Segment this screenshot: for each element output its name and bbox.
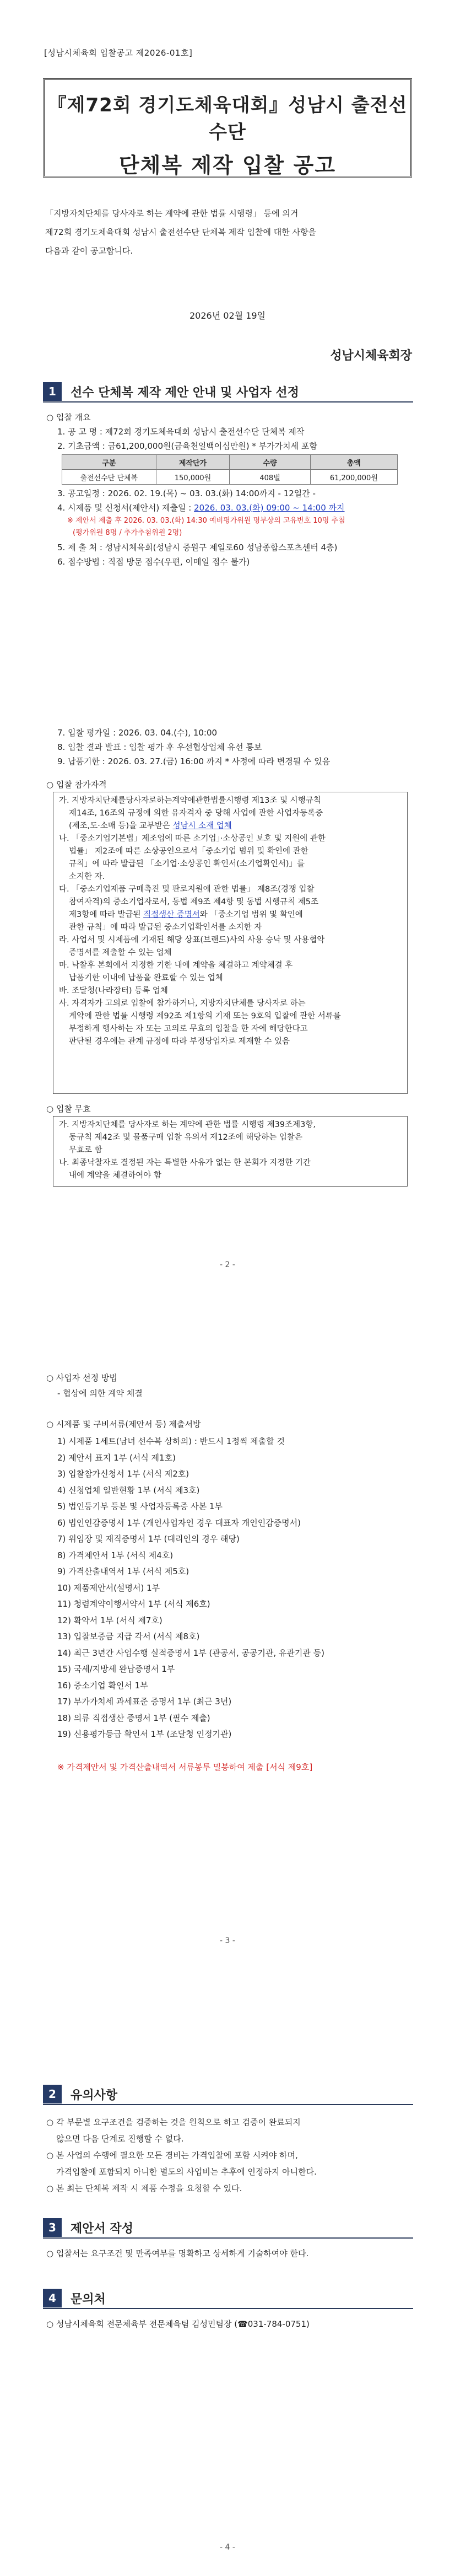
section-4-header [43, 2288, 413, 2309]
intro-line: 제72회 경기도체육대회 성남시 출전선수단 단체복 제작 입찰에 대한 사항을 [45, 227, 316, 237]
qual-line: 판단될 경우에는 관계 규정에 따라 부정당업자로 제재할 수 있음 [69, 1037, 290, 1046]
list-item: 11) 청렴계약이행서약서 1부 (서식 제6호) [57, 1599, 210, 1609]
page-number: - 2 - [220, 1260, 235, 1269]
qual-line: 사. 자격자가 고의로 입찰에 참가하거나, 지방자치단체를 당사자로 하는 [59, 999, 306, 1008]
section-number: 3 [43, 2218, 62, 2237]
invalid-box [53, 1116, 408, 1187]
table-header: 구분 [62, 455, 156, 470]
list-item: 8) 가격제안서 1부 (서식 제4호) [57, 1550, 174, 1560]
table-cell: 출전선수단 단체복 [62, 470, 156, 485]
title-line-1: 『제72회 경기도체육대회』성남시 출전선수단 [47, 94, 408, 143]
table-header: 총액 [310, 455, 397, 470]
submit-place: 5. 제 출 처 : 성남시체육회(성남시 중원구 제일로60 성남종합스포츠센터 4층) [57, 543, 338, 552]
notes-list [46, 2114, 317, 2197]
proposal-instruction: ○ 입찰서는 요구조건 및 만족여부를 명확하고 상세하게 기술하여야 한다. [46, 2248, 309, 2258]
qual-line-text: 제3항에 따라 발급된 [69, 910, 144, 919]
invalid-line: 무효로 함 [69, 1146, 102, 1155]
invalid-line: 가. 지방자치단체를 당사자로 하는 계약에 관한 법률 시행령 제39조제3항, [59, 1120, 316, 1129]
qual-line: 납품기한 이내에 납품을 완료할 수 있는 업체 [69, 974, 223, 983]
overview-title: ○ 입찰 개요 [46, 412, 91, 422]
list-item: 17) 부가가치세 과세표준 증명서 1부 (최근 3년) [57, 1697, 232, 1706]
note-line: ○ 각 부문별 요구조건을 검증하는 것을 원칙으로 하고 검증이 완료되지 [46, 2117, 301, 2127]
section-1-header [43, 382, 413, 402]
section-3-header [43, 2218, 413, 2239]
qual-line: 라. 사업서 및 시제품에 기재된 해당 상표(브랜드)사의 사용 승낙 및 사용협약 [59, 936, 325, 944]
qual-line: 마. 낙찰후 본회에서 지정한 기한 내에 계약을 체결하고 계약체결 후 [59, 961, 293, 970]
qual-line: 참여자격)의 중소기업자로서, 동법 제9조 제4항 및 동법 시행규칙 제5조 [69, 898, 319, 906]
list-item: 10) 제품제안서(설명서) 1부 [57, 1582, 160, 1593]
section-number: 4 [43, 2289, 62, 2307]
list-item: 18) 의류 직접생산 증명서 1부 (필수 제출) [57, 1713, 210, 1723]
list-item: 14) 최근 3년간 사업수행 실적증명서 1부 (관공서, 공공기관, 유관기관 등) [57, 1647, 324, 1658]
note-line: 가격입찰에 포함되지 아니한 별도의 사업비는 추후에 인정하지 아니한다. [56, 2167, 317, 2177]
notice-number: [성남시체육회 입찰공고 제2026-01호] [44, 48, 193, 58]
evaluator-note: ※ 제안서 제출 후 2026. 03. 03.(화) 14:30 예비평가위원 명부상의 고유번호 10명 추첨 [67, 517, 345, 525]
intro-line: 「지방자치단체를 당사자로 하는 계약에 관한 법률 시행령」 등에 의거 [45, 208, 299, 218]
invalid-title: ○ 입찰 무효 [46, 1104, 91, 1114]
list-item: 12) 확약서 1부 (서식 제7호) [57, 1615, 162, 1625]
page-number: - 3 - [220, 1936, 235, 1945]
contact-info: ○ 성남시체육회 전문체육부 전문체육팀 김성민팀장 (☎031-784-0751) [46, 2319, 310, 2329]
list-item: 1) 시제품 1세트(남녀 선수복 상하의) : 반드시 1정씩 제출할 것 [57, 1436, 285, 1446]
list-item: 13) 입찰보증금 지급 각서 (서식 제8호) [57, 1632, 200, 1641]
base-price: 2. 기초금액 : 금61,200,000원(금육천일백이십만원) * 부가가치세 포함 [57, 441, 317, 451]
local-business-link: 성남시 소재 업체 [172, 822, 232, 830]
qualification-box [53, 792, 408, 1094]
documents-list [57, 1434, 324, 1743]
qualification-title: ○ 입찰 참가자격 [46, 780, 107, 790]
submission-date-label: 4. 시제품 및 신청서(제안서) 제출일 : [57, 503, 194, 513]
list-item: 2) 제안서 표지 1부 (서식 제1호) [57, 1452, 176, 1463]
qual-line: 법률」 제2조에 따른 소상공인으로서「중소기업 범위 및 확인에 관한 [69, 847, 308, 856]
table-header: 수량 [230, 455, 310, 470]
list-item: 16) 중소기업 확인서 1부 [57, 1680, 148, 1690]
price-table [62, 454, 398, 485]
section-title: 선수 단체복 제작 제안 안내 및 사업자 선정 [71, 385, 299, 400]
qual-line: 규칙」에 따라 발급된 「소기업·소상공인 확인서(소기업확인서)」를 [69, 860, 305, 868]
selection-title: ○ 사업자 선정 방법 [46, 1373, 117, 1383]
note-line: ○ 본 사업의 수행에 필요한 모든 경비는 가격입찰에 포함 시켜야 하며, [46, 2150, 298, 2160]
selection-method: - 협상에 의한 계약 체결 [57, 1388, 143, 1398]
qual-line-text: 와 「중소기업 범위 및 확인에 [199, 910, 303, 919]
notice-date: 2026년 02월 19일 [189, 310, 266, 321]
submit-method: 6. 접수방법 : 직접 방문 접수(우편, 이메일 접수 불가) [57, 557, 250, 567]
qual-line: 증명서를 제출할 수 있는 업체 [69, 948, 172, 957]
qual-line: 부정하게 행사하는 자 또는 고의로 무효의 입찰을 한 자에 해당한다고 [69, 1024, 308, 1033]
direct-production-link: 직접생산 증명서 [143, 910, 200, 919]
list-item: 15) 국세/지방세 완납증명서 1부 [57, 1664, 175, 1674]
table-header-row [62, 455, 398, 470]
eval-date: 7. 입찰 평가일 : 2026. 03. 04.(수), 10:00 [57, 728, 218, 738]
list-item: 4) 신청업체 일반현황 1부 (서식 제3호) [57, 1485, 200, 1495]
table-row [62, 470, 398, 485]
documents-title: ○ 시제품 및 구비서류(제안서 등) 제출서방 [46, 1419, 201, 1429]
table-cell: 408벌 [230, 470, 310, 485]
section-number: 1 [43, 382, 62, 401]
schedule: 3. 공고일정 : 2026. 02. 19.(목) ~ 03. 03.(화) 14:00까지 - 12일간 - [57, 489, 316, 498]
invalid-line: 동규칙 제42조 및 물품구매 입찰 유의서 제12조에 해당하는 입찰은 [69, 1133, 302, 1142]
qual-line: 나. 「중소기업기본법」제조업에 따른 소기업」·소상공인 보호 및 지원에 관한 [59, 834, 326, 843]
intro-paragraph [45, 204, 409, 260]
qual-line: 소지한 자. [69, 872, 105, 881]
submission-date-value: 2026. 03. 03.(화) 09:00 ~ 14:00 까지 [194, 503, 345, 513]
qual-line: 다. 「중소기업제품 구매촉진 및 판로지원에 관한 법률」 제8조(경쟁 입찰 [59, 885, 315, 894]
qual-line: 관한 규칙」에 따라 발급된 중소기업확인서를 소지한 자 [69, 923, 262, 932]
section-title: 문의처 [71, 2292, 106, 2306]
invalid-line: 나. 최종낙찰자로 결정된 자는 특별한 사유가 없는 한 본회가 지정한 기간 [59, 1158, 311, 1167]
invalid-line: 내에 계약을 체결하여야 함 [69, 1171, 161, 1180]
qual-line [59, 820, 402, 833]
list-item: 5) 법인등기부 등본 및 사업자등록증 사본 1부 [57, 1501, 223, 1511]
qual-line: 제14조, 16조의 규정에 의한 유자격자 중 당해 사업에 관한 사업자등록증 [69, 809, 323, 818]
qual-line: 가. 지방자치단체를당사자로하는계약에관한법률시행령 제13조 및 시행규칙 [59, 796, 321, 805]
title-line-2: 단체복 제작 입찰 공고 [118, 153, 337, 178]
list-item: 3) 입찰참가신청서 1부 (서식 제2호) [57, 1469, 189, 1479]
page-number: - 4 - [220, 2543, 235, 2552]
table-header: 제작단가 [156, 455, 230, 470]
list-item: 9) 가격산출내역서 1부 (서식 제5호) [57, 1566, 189, 1576]
note-line: ○ 본 최는 단체복 제작 시 제품 수정을 요청할 수 있다. [46, 2183, 242, 2193]
delivery-deadline: 9. 납품기한 : 2026. 03. 27.(금) 16:00 까지 * 사정에 따라 변경될 수 있음 [57, 756, 331, 766]
documents-note: ※ 가격제안서 및 가격산출내역서 서류봉투 밀봉하여 제출 [서식 제9호] [57, 1762, 313, 1772]
qual-line [59, 909, 402, 921]
table-cell: 150,000원 [156, 470, 230, 485]
evaluator-note-2: (평가위원 8명 / 추가추첨위원 2명) [73, 529, 182, 537]
qual-line: 계약에 관한 법률 시행령 제92조 제1항의 기재 또는 9호의 입찰에 관한 서류를 [69, 1012, 341, 1021]
issuer-name: 성남시체육회장 [330, 349, 412, 363]
title-box [43, 78, 412, 178]
section-title: 유의사항 [71, 2088, 118, 2102]
intro-line: 다음과 같이 공고합니다. [45, 246, 133, 256]
section-title: 제안서 작성 [71, 2221, 133, 2236]
qual-line: 바. 조달청(나라장터) 등록 업체 [59, 986, 168, 995]
result-announce: 8. 입찰 결과 발표 : 입찰 평가 후 우선협상업체 유선 통보 [57, 742, 262, 752]
list-item: 7) 위임장 및 재직증명서 1부 (대리인의 경우 해당) [57, 1534, 240, 1544]
submission-date [57, 502, 345, 514]
list-item: 6) 법인인감증명서 1부 (개인사업자인 경우 대표자 개인인감증명서) [57, 1517, 301, 1528]
section-2-header [43, 2084, 413, 2105]
table-cell: 61,200,000원 [310, 470, 397, 485]
qual-line-text: (제조,도·소매 등)을 교부받은 [69, 822, 173, 830]
notice-name: 1. 공 고 명 : 제72회 경기도체육대회 성남시 출전선수단 단체복 제작 [57, 427, 305, 437]
section-number: 2 [43, 2085, 62, 2103]
note-line: 않으면 다음 단계로 진행할 수 없다. [56, 2134, 184, 2144]
list-item: 19) 신용평가등급 확인서 1부 (조달청 인정기관) [57, 1729, 232, 1739]
